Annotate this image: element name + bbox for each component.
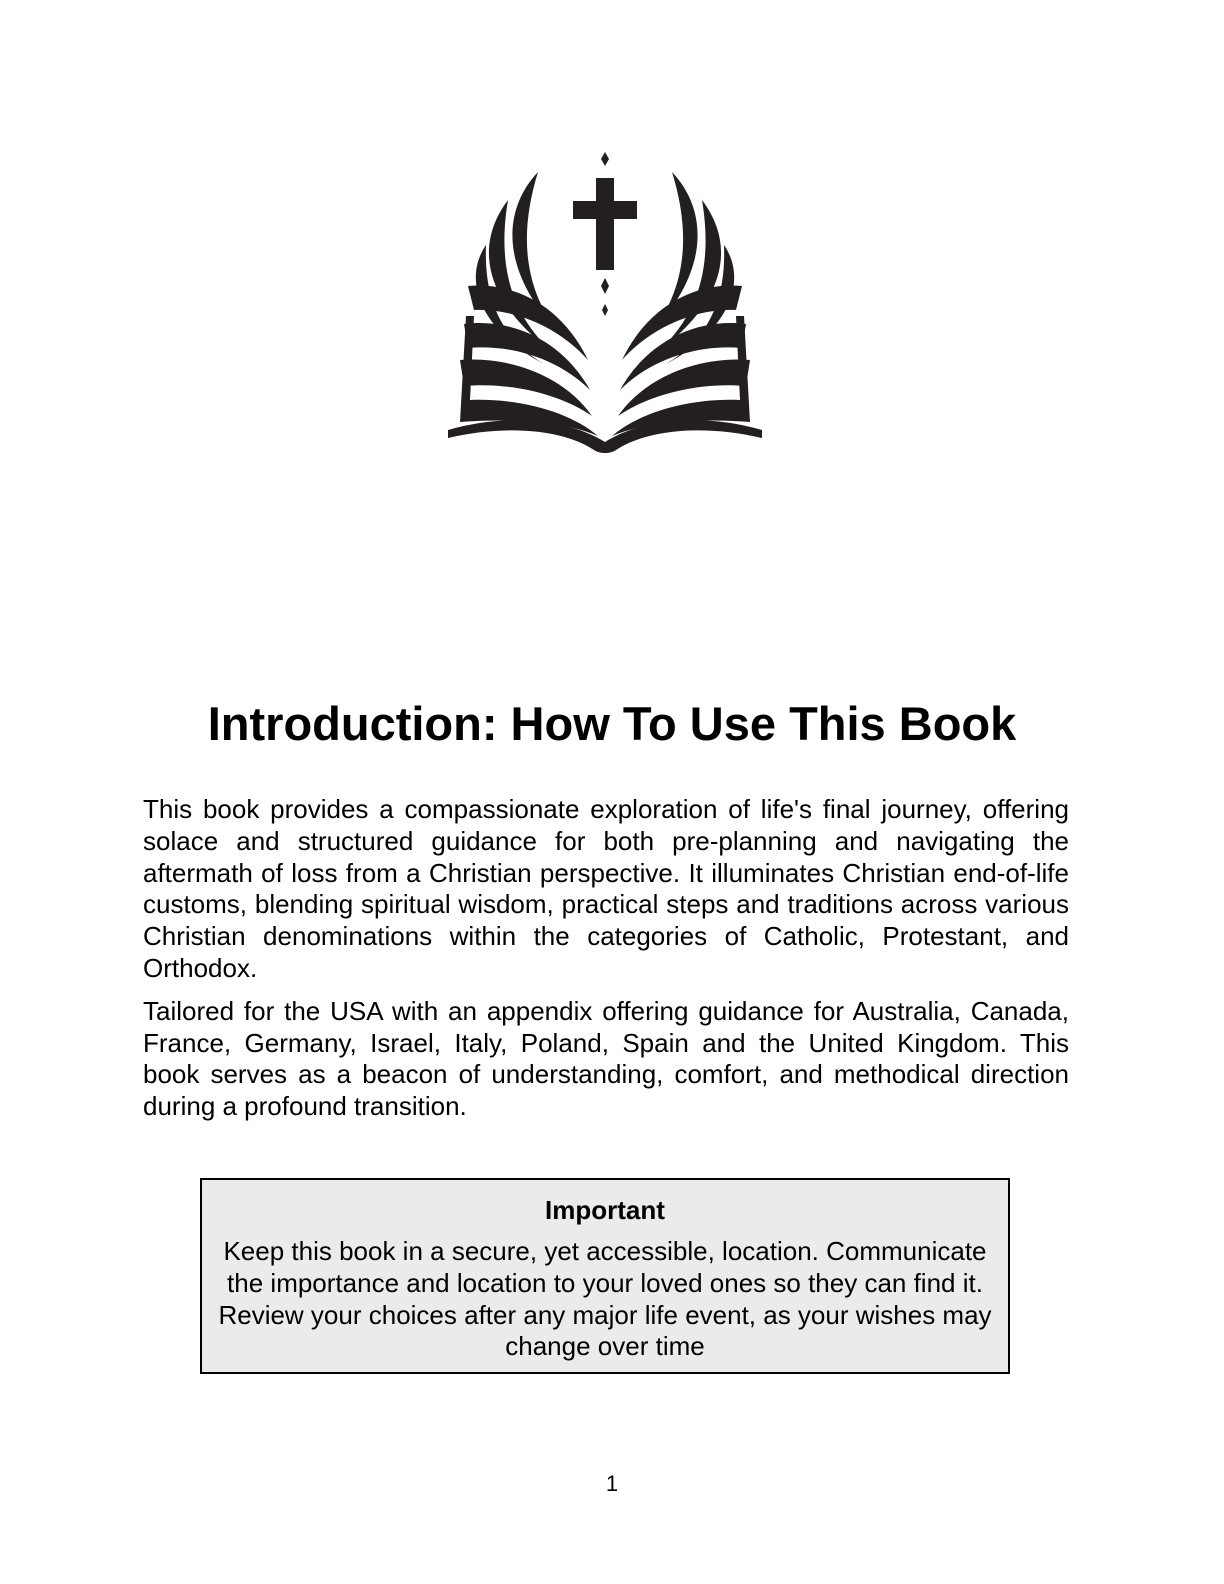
intro-paragraph-1: This book provides a compassionate exploration of life's final journey, offering solace and structured guidance for both pre-planning and navigating the aftermath of loss from a Christian perspective. It illuminates Christian end-of-life customs, blending spiritual wisdom, practical steps and traditions across various Christian denominations within the categories of Catholic, Protestant, and Orthodox. <box>143 794 1069 983</box>
body-text <box>143 794 1069 1134</box>
open-bible-with-cross-icon <box>440 150 770 455</box>
page-title: Introduction: How To Use This Book <box>207 697 1017 750</box>
page-number: 1 <box>605 1471 619 1496</box>
important-text: Keep this book in a secure, yet accessible, location. Communicate the importance and location to your loved ones so they can find it. Review your choices after any major life event, as your wishes may change over time <box>218 1236 992 1362</box>
intro-paragraph-2: Tailored for the USA with an appendix offering guidance for Australia, Canada, France, Germany, Israel, Italy, Poland, Spain and the United Kingdom. This book serves as a beacon of understanding, comfort, and methodical direction during a profound transition. <box>143 995 1069 1122</box>
important-heading: Important <box>545 1195 665 1225</box>
important-callout <box>200 1178 1010 1374</box>
